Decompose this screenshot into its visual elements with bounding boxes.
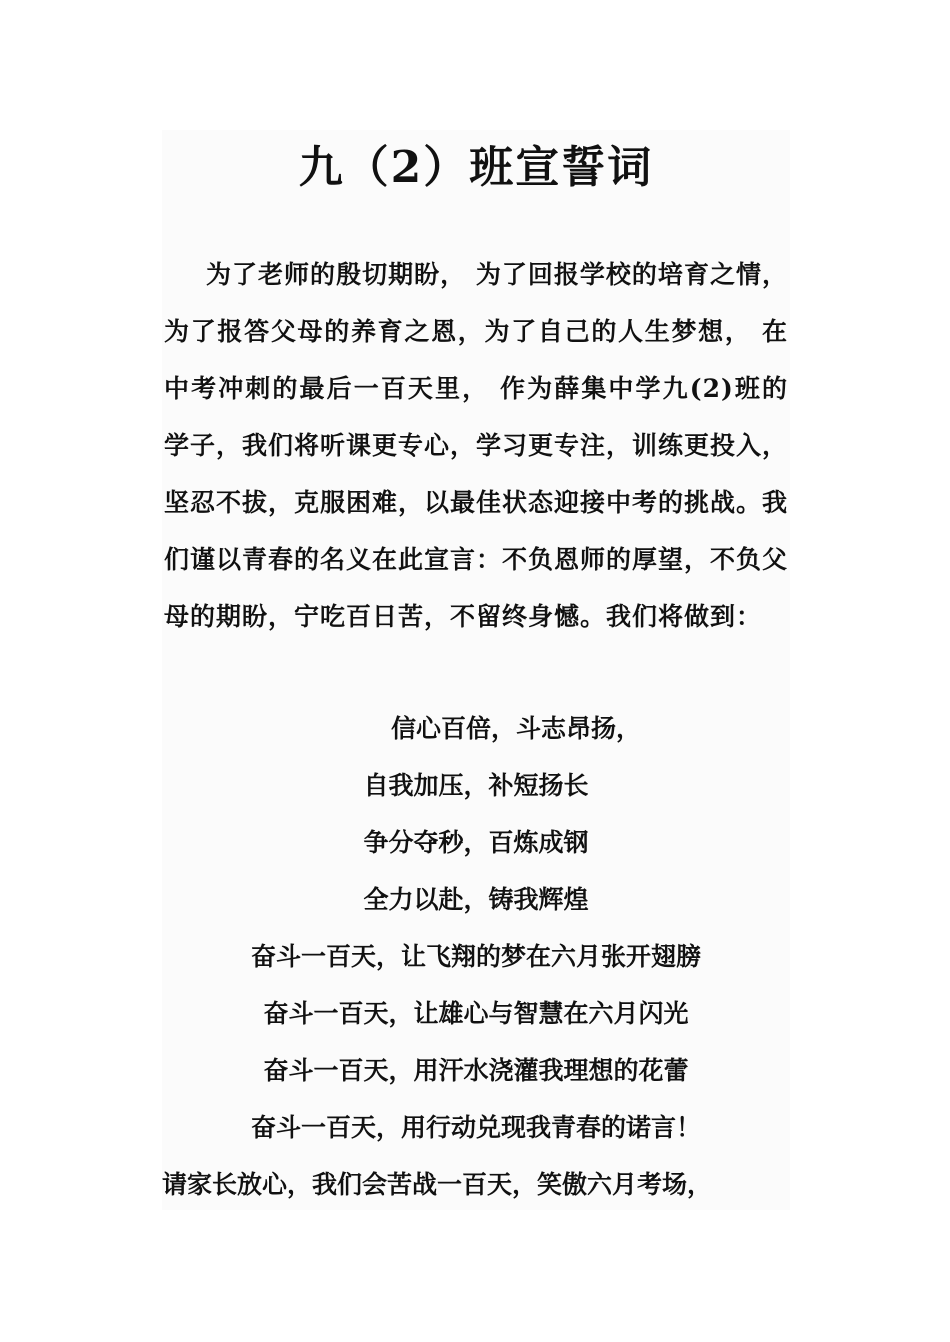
oath-line: 全力以赴，铸我辉煌 [363, 885, 589, 914]
document-content [162, 130, 790, 1210]
oath-lines [162, 700, 790, 1213]
oath-line: 争分夺秒，百炼成钢 [363, 828, 589, 857]
oath-line: 奋斗一百天，让飞翔的梦在六月张开翅膀 [250, 942, 701, 971]
oath-line: 请家长放心，我们会苦战一百天，笑傲六月考场， [162, 1170, 713, 1199]
oath-line: 奋斗一百天，用汗水浇灌我理想的花蕾 [263, 1056, 689, 1085]
oath-line: 奋斗一百天，让雄心与智慧在六月闪光 [263, 999, 689, 1028]
oath-line: 信心百倍，斗志昂扬， [390, 714, 641, 743]
oath-paragraph: 为了老师的殷切期盼， 为了回报学校的培育之情， 为了报答父母的养育之恩，为了自己的人生梦想， 在中考冲刺的最后一百天里， 作为薛集中学九(2)班的学子，我们将听课更专心，学习更专注，训练更投入，坚忍不拔，克服困难，以最佳状态迎接中考的挑战。我们谨以青春的名义在此宣言：不负恩师的厚望，不负父母的期盼，宁吃百日苦，不留终身憾。我们将做到： [164, 260, 789, 631]
oath-line: 自我加压，补短扬长 [363, 771, 589, 800]
oath-line: 奋斗一百天，用行动兑现我青春的诺言！ [250, 1113, 701, 1142]
document-title: 九（2）班宣誓词 [298, 142, 654, 193]
